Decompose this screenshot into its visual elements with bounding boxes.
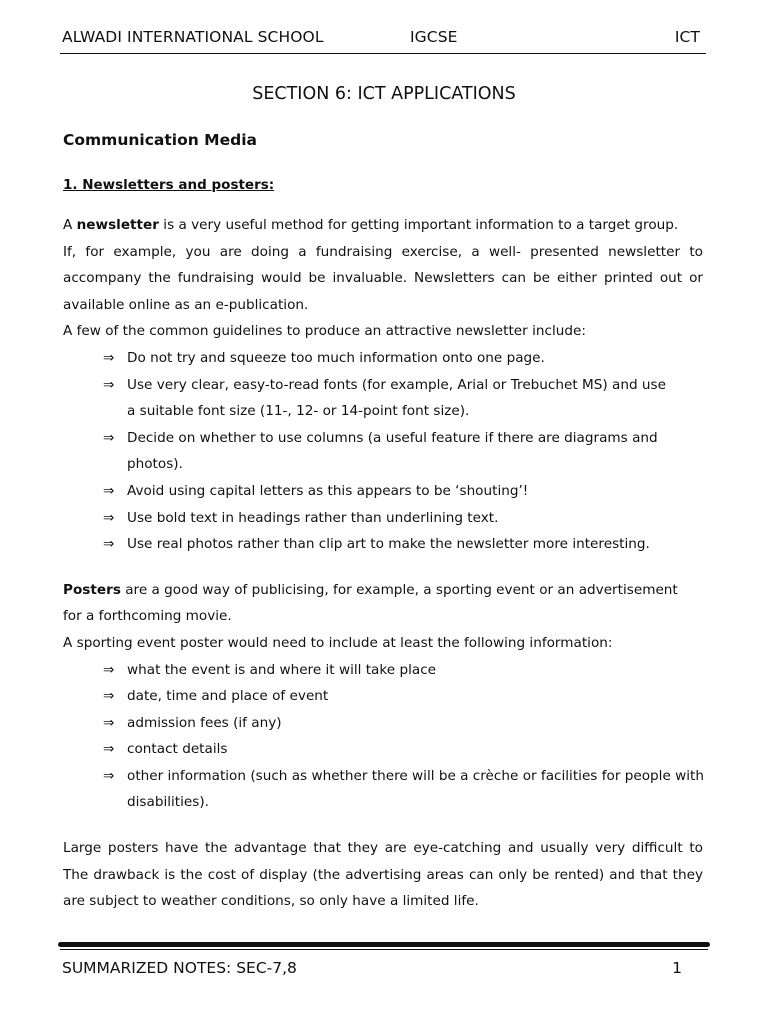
arrow-bullet-icon: ⇒ [103, 376, 115, 393]
list-item-text: Use very clear, easy-to-read fonts (for example, Arial or Trebuchet MS) and use [127, 376, 666, 393]
arrow-bullet-icon: ⇒ [103, 767, 115, 784]
arrow-bullet-icon: ⇒ [103, 536, 115, 553]
list-item-continuation: disabilities). [127, 794, 209, 811]
list-item-text: Decide on whether to use columns (a useful feature if there are diagrams and [127, 429, 658, 446]
list-item-text: what the event is and where it will take place [127, 661, 437, 678]
header-subject: ICT [674, 28, 700, 46]
page-footer [62, 959, 682, 979]
paragraph-line: for a forthcoming movie. [63, 608, 232, 625]
text-run: A [63, 217, 77, 233]
list-item [63, 505, 703, 532]
list-item [63, 478, 703, 505]
list-item-text: Do not try and squeeze too much information onto one page. [127, 349, 545, 366]
footer-divider-thin [60, 949, 708, 950]
arrow-bullet-icon: ⇒ [103, 661, 115, 678]
list-item [63, 736, 703, 763]
page-header [62, 28, 700, 48]
newsletter-body [63, 212, 703, 915]
text-run: are a good way of publicising, for example, a sporting event or an advertisement [120, 581, 678, 598]
paragraph-line: A sporting event poster would need to include at least the following information: [63, 634, 613, 651]
list-item [63, 531, 703, 558]
paragraph-line: If, for example, you are doing a fundraising exercise, a well- presented newsletter to [63, 243, 703, 260]
footer-notes: SUMMARIZED NOTES: SEC-7,8 [62, 959, 297, 977]
list-item-text: Avoid using capital letters as this appears to be ‘shouting’! [127, 482, 529, 499]
bold-term-newsletter: newsletter [76, 217, 159, 233]
list-item-text: other information (such as whether there will be a crèche or facilities for people with [127, 767, 704, 784]
arrow-bullet-icon: ⇒ [103, 509, 115, 526]
list-item-text: admission fees (if any) [127, 714, 282, 731]
paragraph-line: available online as an e-publication. [63, 296, 309, 313]
arrow-bullet-icon: ⇒ [103, 482, 115, 499]
list-item-text: date, time and place of event [127, 688, 329, 705]
paragraph-line [63, 212, 703, 239]
list-item [63, 345, 703, 372]
arrow-bullet-icon: ⇒ [103, 688, 115, 705]
list-item [63, 657, 703, 684]
list-item-continuation: a suitable font size (11-, 12- or 14-point font size). [127, 403, 470, 420]
paragraph-line: Large posters have the advantage that they are eye-catching and usually very difficult to [63, 840, 703, 857]
list-item-text: Use bold text in headings rather than underlining text. [127, 509, 499, 526]
paragraph-gap [63, 816, 703, 835]
arrow-bullet-icon: ⇒ [103, 429, 115, 446]
bold-term-posters: Posters [63, 581, 121, 598]
paragraph-line: accompany the fundraising would be invaluable. Newsletters can be either printed out or [63, 270, 703, 287]
footer-divider-thick [58, 942, 710, 947]
list-item [63, 372, 703, 399]
page-number: 1 [672, 959, 682, 977]
header-school-name: ALWADI INTERNATIONAL SCHOOL [62, 28, 324, 46]
list-item [63, 683, 703, 710]
list-item-text: contact details [127, 741, 228, 758]
sub-heading: Communication Media [63, 131, 257, 149]
arrow-bullet-icon: ⇒ [103, 714, 115, 731]
header-divider [60, 53, 706, 54]
text-run: is a very useful method for getting important information to a target group. [158, 217, 679, 233]
list-item-text: Use real photos rather than clip art to make the newsletter more interesting. [127, 536, 650, 553]
list-item [63, 710, 703, 737]
arrow-bullet-icon: ⇒ [103, 349, 115, 366]
header-level: IGCSE [410, 28, 458, 46]
newsletters-heading: 1. Newsletters and posters: [63, 177, 275, 193]
paragraph-gap [63, 558, 703, 577]
list-item [63, 763, 703, 790]
list-item [63, 425, 703, 452]
paragraph-line [63, 577, 703, 604]
paragraph-line: are subject to weather conditions, so only have a limited life. [63, 893, 479, 910]
list-item-continuation: photos). [127, 456, 183, 473]
paragraph-line: A few of the common guidelines to produce an attractive newsletter include: [63, 323, 586, 340]
paragraph-line: The drawback is the cost of display (the advertising areas can only be rented) and that they [63, 866, 703, 883]
section-title: SECTION 6: ICT APPLICATIONS [252, 84, 516, 104]
arrow-bullet-icon: ⇒ [103, 741, 115, 758]
